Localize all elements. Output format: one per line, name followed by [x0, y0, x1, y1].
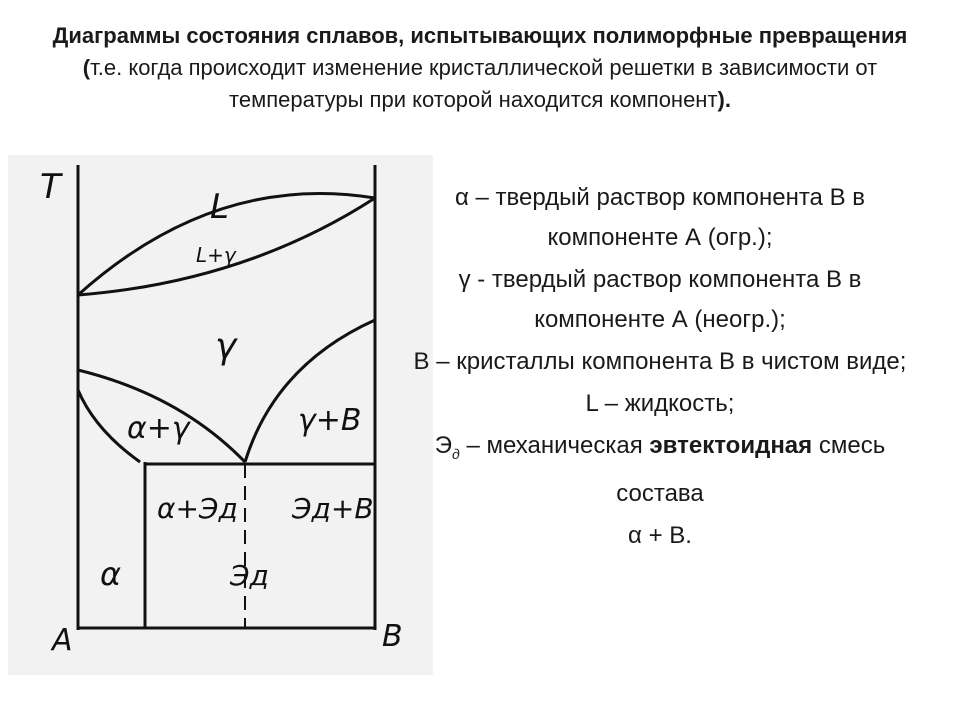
legend-item-alpha: α – твердый раствор компонента В в компоненте А (огр.);: [454, 184, 865, 251]
region-label-alpha-ed: α+Эд: [157, 492, 238, 525]
legend-item-gamma: γ - твердый раствор компонента В в компоненте А (неогр.);: [458, 266, 862, 333]
axis-label-t: T: [40, 167, 61, 207]
slide-title: [40, 20, 920, 116]
title-bold-part: Диаграммы состояния сплавов, испытывающих полиморфные превращения (: [52, 23, 908, 80]
corner-label-b: B: [382, 619, 403, 654]
region-label-alpha-gamma: α+γ: [127, 411, 190, 446]
region-label-liquid: L: [210, 187, 229, 227]
legend-eutectoid-suffix: смесь состава: [616, 432, 886, 507]
legend-eutectoid-subscript: д: [452, 445, 460, 462]
region-label-ed: Эд: [230, 559, 269, 592]
legend-item-b: В – кристаллы компонента В в чистом виде;: [413, 348, 907, 375]
region-label-liquid-gamma: L+γ: [196, 243, 236, 267]
title-bold-end: ).: [717, 87, 731, 112]
region-label-ed-b: Эд+B: [292, 492, 374, 525]
corner-label-a: A: [52, 623, 73, 658]
region-label-gamma: γ: [215, 326, 237, 367]
legend-eutectoid-prefix: – механическая: [459, 432, 650, 459]
legend-item-eutectoid: [410, 426, 910, 514]
scan-background: [8, 155, 433, 675]
phase-diagram: [0, 150, 440, 720]
legend-eutectoid-symbol: Э: [434, 432, 453, 459]
legend: [410, 178, 910, 558]
region-label-alpha: α: [100, 555, 122, 593]
phase-diagram-svg: [0, 150, 440, 720]
legend-item-liquid: L – жидкость;: [585, 390, 735, 417]
legend-item-composition: α + В.: [628, 521, 692, 549]
region-label-gamma-b: γ+B: [298, 403, 362, 438]
legend-eutectoid-bold: эвтектоидная: [649, 432, 813, 459]
title-normal-part: т.е. когда происходит изменение кристаллической решетки в зависимости от температуры при которой находится компонент: [90, 55, 878, 112]
